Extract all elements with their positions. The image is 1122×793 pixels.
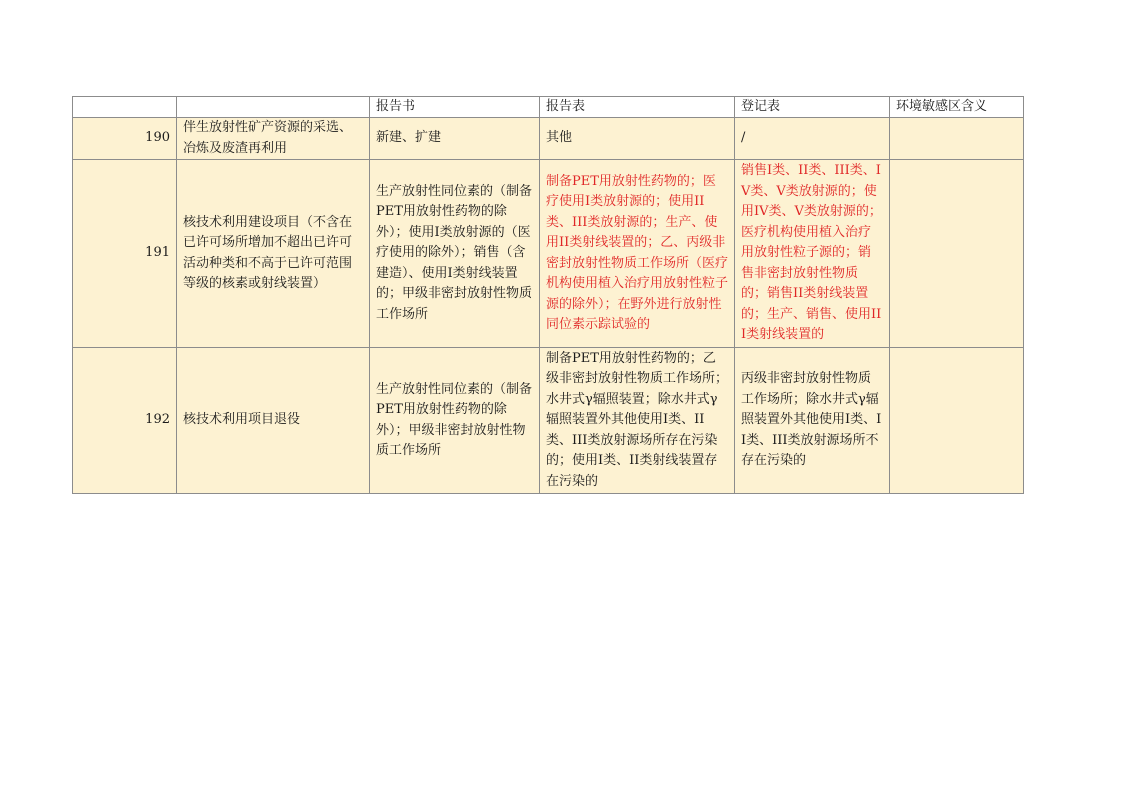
header-cell-project: [177, 97, 370, 118]
row-number: 190: [73, 118, 177, 160]
table-header-row: [73, 97, 1024, 118]
project-type-cell: 核技术利用项目退役: [177, 348, 370, 494]
header-cell-report-form: 报告表: [540, 97, 735, 118]
sensitive-area-cell: [890, 160, 1024, 348]
report-form-cell: 制备PET用放射性药物的；乙级非密封放射性物质工作场所；水井式γ辐照装置；除水井式γ辐照装置外其他使用I类、II类、III类放射源场所存在污染的；使用I类、II类射线装置存在污染的: [540, 348, 735, 494]
report-book-cell: 生产放射性同位素的（制备PET用放射性药物的除外）；使用I类放射源的（医疗使用的除外）；销售（含建造）、使用I类射线装置的；甲级非密封放射性物质工作场所: [370, 160, 540, 348]
sensitive-area-cell: [890, 348, 1024, 494]
registration-cell: 丙级非密封放射性物质工作场所；除水井式γ辐照装置外其他使用I类、II类、III类放射源场所不存在污染的: [735, 348, 890, 494]
project-type-cell: 核技术利用建设项目（不含在已许可场所增加不超出已许可活动种类和不高于已许可范围等级的核素或射线装置）: [177, 160, 370, 348]
report-form-cell: 其他: [540, 118, 735, 160]
environmental-classification-table: [72, 96, 1024, 494]
row-number: 192: [73, 348, 177, 494]
project-type-cell: 伴生放射性矿产资源的采选、冶炼及废渣再利用: [177, 118, 370, 160]
header-cell-sensitive-area: 环境敏感区含义: [890, 97, 1024, 118]
registration-cell: /: [735, 118, 890, 160]
sensitive-area-cell: [890, 118, 1024, 160]
header-cell-registration: 登记表: [735, 97, 890, 118]
report-book-cell: 生产放射性同位素的（制备PET用放射性药物的除外）；甲级非密封放射性物质工作场所: [370, 348, 540, 494]
table-row: [73, 160, 1024, 348]
row-number: 191: [73, 160, 177, 348]
registration-cell: 销售I类、II类、III类、IV类、V类放射源的；使用IV类、V类放射源的；医疗机构使用植入治疗用放射性粒子源的；销售非密封放射性物质的；销售II类射线装置的；生产、销售、使用III类射线装置的: [735, 160, 890, 348]
table-row: [73, 348, 1024, 494]
header-cell-number: [73, 97, 177, 118]
table-row: [73, 118, 1024, 160]
report-book-cell: 新建、扩建: [370, 118, 540, 160]
header-cell-report-book: 报告书: [370, 97, 540, 118]
report-form-cell: 制备PET用放射性药物的；医疗使用I类放射源的；使用II类、III类放射源的；生产、使用II类射线装置的；乙、丙级非密封放射性物质工作场所（医疗机构使用植入治疗用放射性粒子源的除外）；在野外进行放射性同位素示踪试验的: [540, 160, 735, 348]
